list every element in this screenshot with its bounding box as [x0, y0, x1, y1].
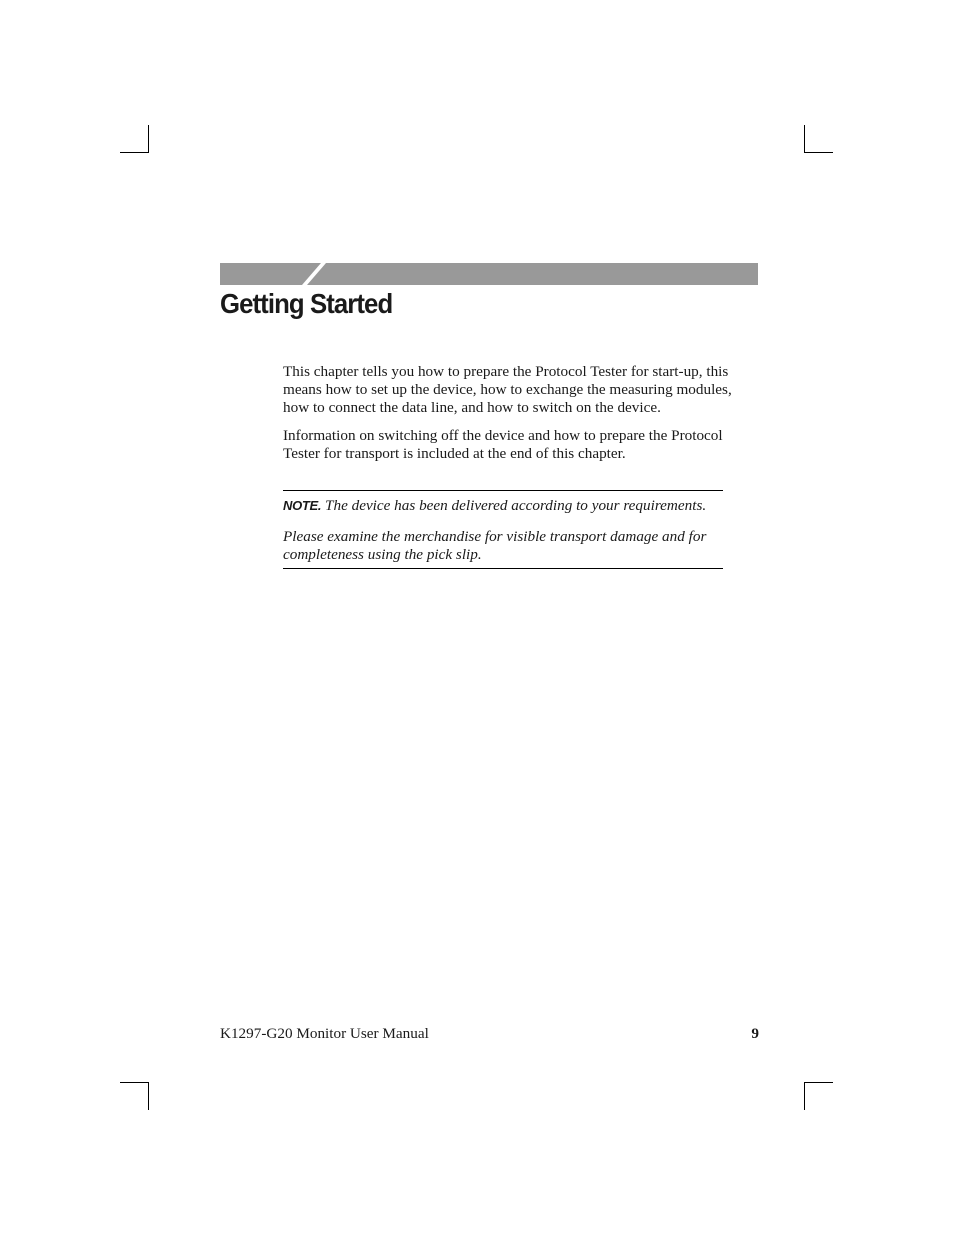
footer-manual-title: K1297-G20 Monitor User Manual — [220, 1025, 429, 1042]
crop-mark-top-right-horizontal — [804, 152, 833, 153]
chapter-header-bar — [220, 263, 758, 285]
note-first-paragraph — [283, 497, 723, 515]
chapter-intro — [283, 363, 758, 473]
footer-page-number: 9 — [751, 1025, 759, 1042]
crop-mark-bottom-left-horizontal — [120, 1082, 149, 1083]
crop-mark-bottom-right-horizontal — [804, 1082, 833, 1083]
crop-mark-top-left-horizontal — [120, 152, 149, 153]
intro-paragraph: This chapter tells you how to prepare the Protocol Tester for start-up, this means how to set up the device, how to exchange the measuring modules, how to connect the data line, and how to switch on the device. — [283, 363, 732, 416]
crop-mark-bottom-right-vertical — [804, 1082, 805, 1110]
crop-mark-top-left-vertical — [148, 125, 149, 153]
note-first-line: The device has been delivered according to your requirements. — [325, 497, 707, 514]
chapter-title: Getting Started — [220, 288, 393, 319]
note-box — [283, 490, 723, 569]
crop-mark-bottom-left-vertical — [148, 1082, 149, 1110]
intro-paragraph: Information on switching off the device and how to prepare the Protocol Tester for transport is included at the end of this chapter. — [283, 427, 723, 462]
note-label: NOTE. — [283, 498, 322, 513]
note-second-paragraph: Please examine the merchandise for visible transport damage and for completeness using the pick slip. — [283, 528, 707, 563]
crop-mark-top-right-vertical — [804, 125, 805, 153]
